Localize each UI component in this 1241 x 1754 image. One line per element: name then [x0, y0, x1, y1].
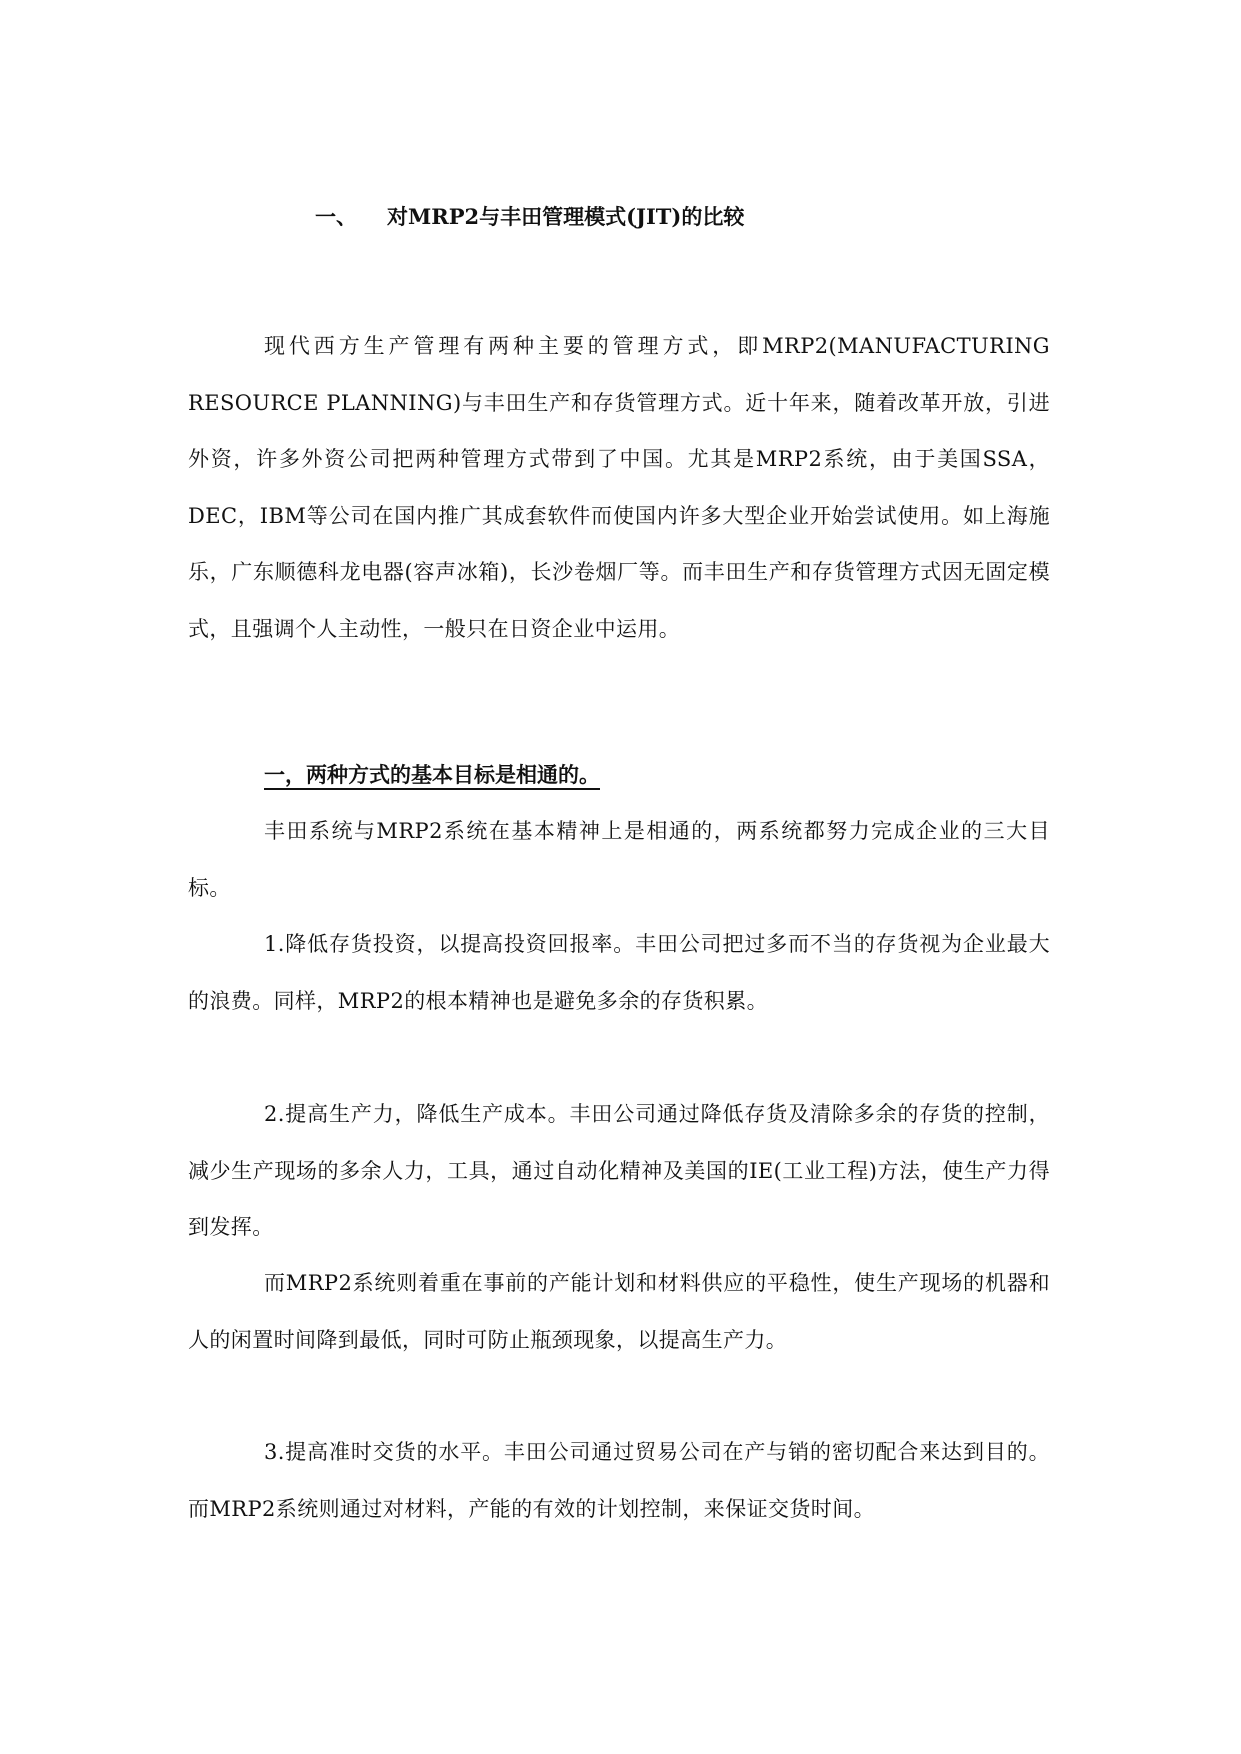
- goal-3-paragraph: 3.提高准时交货的水平。丰田公司通过贸易公司在产与销的密切配合来达到目的。而MRP2系统则通过对材料，产能的有效的计划控制，来保证交货时间。: [188, 1440, 1050, 1521]
- title-text: 对MRP2与丰田管理模式(JIT)的比较: [387, 204, 745, 229]
- goal-2-paragraph: 2.提高生产力，降低生产成本。丰田公司通过降低存货及清除多余的存货的控制，减少生产现场的多余人力，工具，通过自动化精神及美国的IE(工业工程)方法，使生产力得到发挥。: [188, 1102, 1050, 1239]
- title-number: 一、: [315, 204, 357, 229]
- document-title: [315, 199, 744, 235]
- goals-paragraph: 丰田系统与MRP2系统在基本精神上是相通的，两系统都努力完成企业的三大目标。: [188, 819, 1050, 900]
- goal-1-paragraph: 1.降低存货投资，以提高投资回报率。丰田公司把过多而不当的存货视为企业最大的浪费。同样，MRP2的根本精神也是避免多余的存货积累。: [188, 932, 1050, 1013]
- intro-paragraph: 现代西方生产管理有两种主要的管理方式，即MRP2(MANUFACTURING RESOURCE PLANNING)与丰田生产和存货管理方式。近十年来，随着改革开放，引进外资，许多外资公司把两种管理方式带到了中国。尤其是MRP2系统，由于美国SSA，DEC，IBM等公司在国内推广其成套软件而使国内许多大型企业开始尝试使用。如上海施乐，广东顺德科龙电器(容声冰箱)，长沙卷烟厂等。而丰田生产和存货管理方式因无固定模式，且强调个人主动性，一般只在日资企业中运用。: [188, 334, 1050, 641]
- goal-2-mrp2-paragraph: 而MRP2系统则着重在事前的产能计划和材料供应的平稳性，使生产现场的机器和人的闲置时间降到最低，同时可防止瓶颈现象，以提高生产力。: [188, 1271, 1050, 1352]
- section-heading: 一，两种方式的基本目标是相通的。: [264, 762, 600, 787]
